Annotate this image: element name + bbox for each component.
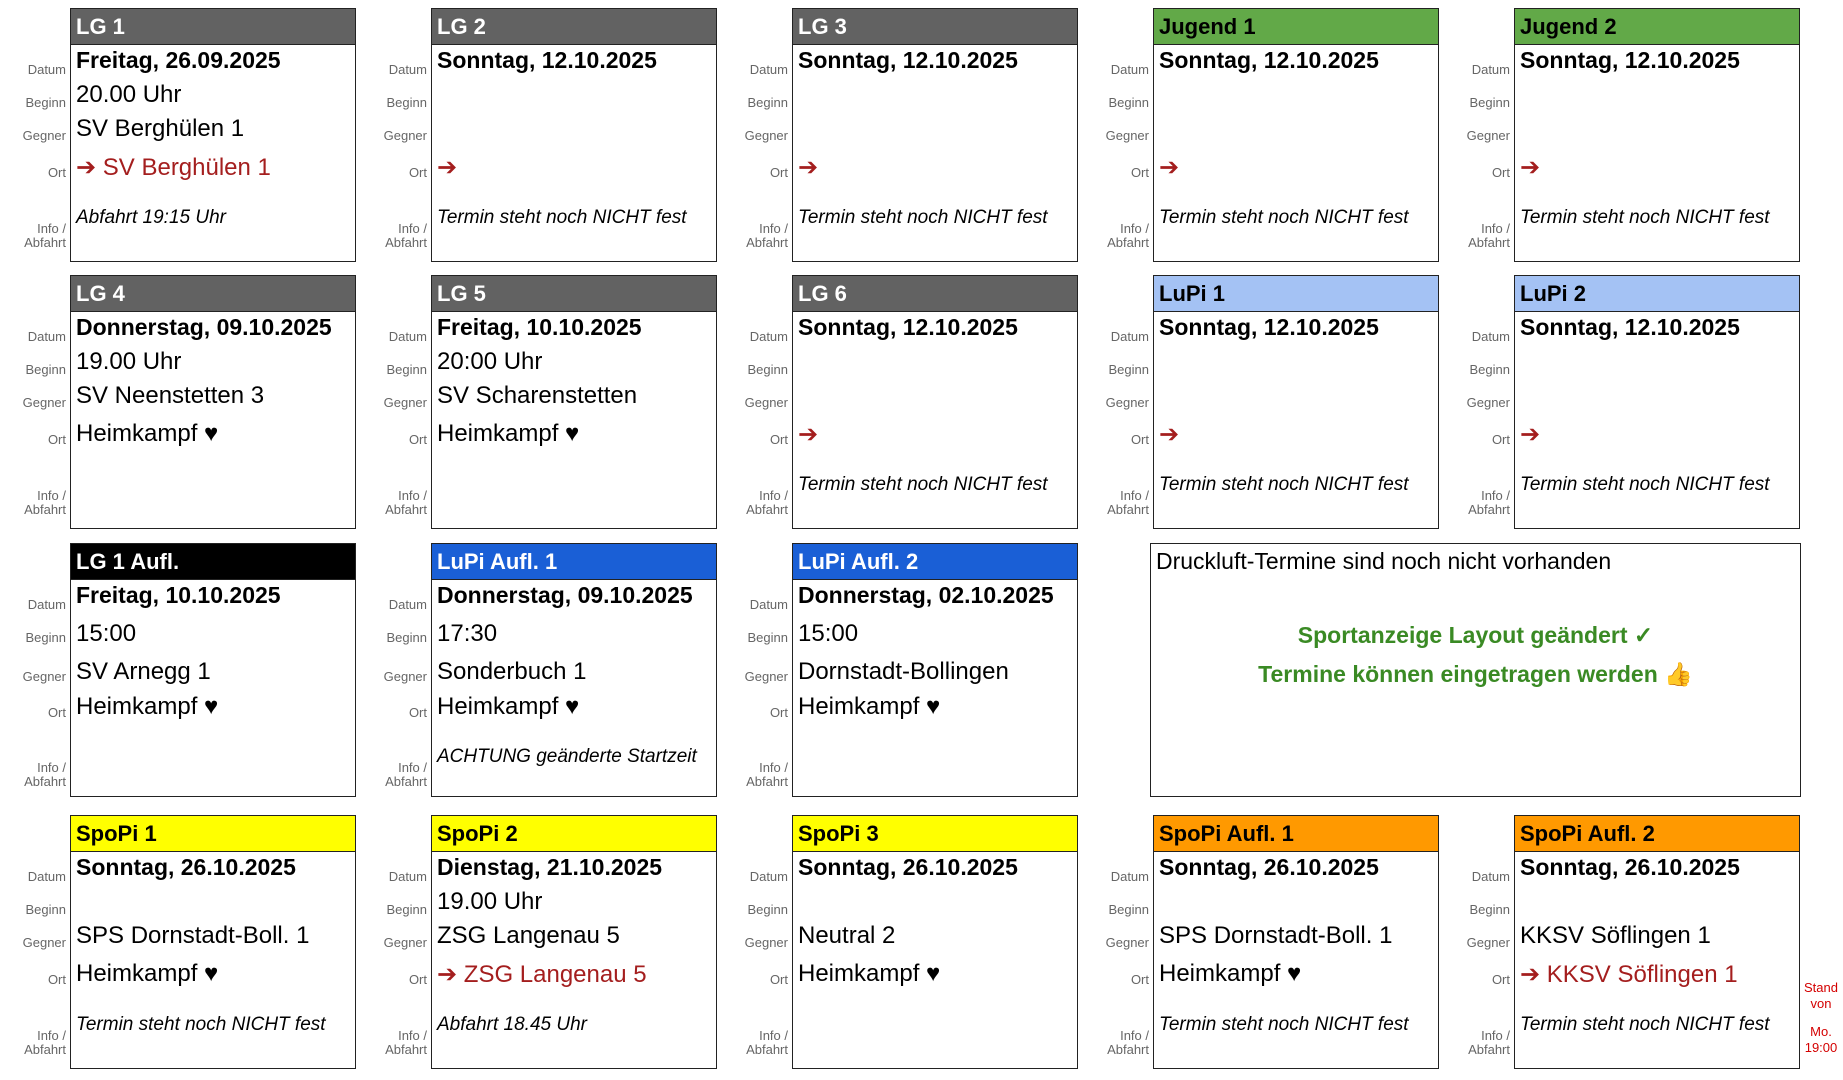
label-beginn: Beginn (747, 630, 788, 645)
announcement-box (1150, 543, 1801, 797)
match-date: Sonntag, 12.10.2025 (798, 47, 1018, 73)
match-location: Heimkampf ♥ (798, 693, 941, 720)
label-info: Info / (37, 1028, 66, 1043)
label-datum: Datum (749, 869, 788, 884)
team-title: Jugend 2 (1515, 9, 1799, 45)
label-datum: Datum (1110, 62, 1149, 77)
card-box (70, 815, 356, 1069)
label-gegner: Gegner (744, 128, 788, 143)
label-abfahrt: Abfahrt (746, 774, 788, 789)
label-datum: Datum (388, 329, 427, 344)
label-ort: Ort (769, 165, 788, 180)
label-gegner: Gegner (1466, 128, 1510, 143)
match-opponent: ZSG Langenau 5 (437, 922, 620, 949)
label-gegner: Gegner (383, 395, 427, 410)
label-gegner: Gegner (744, 935, 788, 950)
label-abfahrt: Abfahrt (1468, 1042, 1510, 1057)
field-labels (361, 8, 431, 262)
match-location: ➔ (1159, 421, 1180, 448)
team-card (0, 8, 340, 262)
match-opponent: SPS Dornstadt-Boll. 1 (1159, 922, 1393, 949)
match-info: Termin steht noch NICHT fest (798, 207, 1048, 228)
label-abfahrt: Abfahrt (24, 774, 66, 789)
label-ort: Ort (47, 972, 66, 987)
label-gegner: Gegner (22, 128, 66, 143)
match-opponent: SV Berghülen 1 (76, 115, 245, 142)
team-title: SpoPi 1 (71, 816, 355, 852)
match-info: Termin steht noch NICHT fest (798, 474, 1048, 495)
label-datum: Datum (27, 62, 66, 77)
label-gegner: Gegner (22, 935, 66, 950)
stand-line-1: Stand (1804, 980, 1838, 995)
match-location: ➔ KKSV Söflingen 1 (1520, 961, 1738, 988)
match-info: Termin steht noch NICHT fest (76, 1014, 326, 1035)
team-title: SpoPi 2 (432, 816, 716, 852)
match-date: Sonntag, 12.10.2025 (437, 47, 657, 73)
card-box (1514, 275, 1800, 529)
team-card (722, 8, 1062, 262)
match-info: Termin steht noch NICHT fest (1520, 207, 1770, 228)
match-date: Freitag, 26.09.2025 (76, 47, 281, 73)
match-date: Sonntag, 26.10.2025 (798, 854, 1018, 880)
match-location: Heimkampf ♥ (76, 420, 219, 447)
match-location: ➔ (1520, 154, 1541, 181)
stand-line-3: Mo. (1810, 1024, 1832, 1039)
label-info: Info / (1120, 488, 1149, 503)
match-date: Sonntag, 12.10.2025 (1520, 314, 1740, 340)
field-labels (1444, 815, 1514, 1069)
field-labels (1083, 8, 1153, 262)
field-labels (361, 275, 431, 529)
card-box (1514, 8, 1800, 262)
card-box (1514, 815, 1800, 1069)
team-card (1444, 275, 1784, 529)
label-datum: Datum (1471, 329, 1510, 344)
field-labels (361, 815, 431, 1069)
label-info: Info / (1481, 488, 1510, 503)
label-beginn: Beginn (25, 902, 66, 917)
match-date: Sonntag, 12.10.2025 (1520, 47, 1740, 73)
match-location: Heimkampf ♥ (798, 960, 941, 987)
match-opponent: Neutral 2 (798, 922, 896, 949)
match-location: Heimkampf ♥ (437, 693, 580, 720)
label-datum: Datum (749, 597, 788, 612)
label-info: Info / (759, 488, 788, 503)
label-beginn: Beginn (386, 630, 427, 645)
team-title: LuPi 1 (1154, 276, 1438, 312)
field-labels (722, 815, 792, 1069)
label-beginn: Beginn (386, 95, 427, 110)
field-labels (1444, 275, 1514, 529)
label-info: Info / (759, 760, 788, 775)
label-gegner: Gegner (1466, 395, 1510, 410)
match-date: Sonntag, 12.10.2025 (798, 314, 1018, 340)
label-info: Info / (37, 488, 66, 503)
team-card (1083, 275, 1423, 529)
match-date: Donnerstag, 09.10.2025 (76, 314, 332, 340)
label-abfahrt: Abfahrt (1107, 235, 1149, 250)
label-ort: Ort (1130, 165, 1149, 180)
label-beginn: Beginn (386, 902, 427, 917)
match-begin: 19.00 Uhr (437, 888, 543, 915)
card-box (431, 815, 717, 1069)
label-ort: Ort (769, 972, 788, 987)
label-info: Info / (37, 221, 66, 236)
label-abfahrt: Abfahrt (24, 1042, 66, 1057)
label-datum: Datum (388, 869, 427, 884)
label-abfahrt: Abfahrt (1107, 502, 1149, 517)
label-ort: Ort (408, 705, 427, 720)
label-gegner: Gegner (1466, 935, 1510, 950)
card-box (70, 275, 356, 529)
label-beginn: Beginn (1469, 95, 1510, 110)
label-abfahrt: Abfahrt (385, 1042, 427, 1057)
team-card (0, 815, 340, 1069)
team-title: SpoPi Aufl. 2 (1515, 816, 1799, 852)
label-beginn: Beginn (25, 95, 66, 110)
team-title: LG 5 (432, 276, 716, 312)
match-begin: 17:30 (437, 620, 498, 647)
field-labels (1083, 815, 1153, 1069)
match-date: Sonntag, 12.10.2025 (1159, 47, 1379, 73)
label-ort: Ort (408, 972, 427, 987)
match-begin: 15:00 (798, 620, 859, 647)
match-location: Heimkampf ♥ (76, 960, 219, 987)
announcement-line-1: Sportanzeige Layout geändert ✓ (1297, 622, 1654, 648)
card-box (1153, 275, 1439, 529)
team-card (722, 275, 1062, 529)
field-labels (1083, 275, 1153, 529)
team-card (361, 275, 701, 529)
label-ort: Ort (47, 432, 66, 447)
label-abfahrt: Abfahrt (746, 235, 788, 250)
label-datum: Datum (388, 597, 427, 612)
stand-line-4: 19:00 (1804, 1040, 1838, 1055)
label-beginn: Beginn (747, 95, 788, 110)
label-info: Info / (759, 221, 788, 236)
stand-line-2: von (1810, 996, 1832, 1011)
match-info: Termin steht noch NICHT fest (1159, 207, 1409, 228)
field-labels (722, 543, 792, 797)
card-box (70, 543, 356, 797)
match-info: Termin steht noch NICHT fest (1520, 474, 1770, 495)
match-location: Heimkampf ♥ (1159, 960, 1302, 987)
label-datum: Datum (27, 597, 66, 612)
team-card (1444, 815, 1784, 1069)
label-gegner: Gegner (744, 395, 788, 410)
match-info: ACHTUNG geänderte Startzeit (437, 746, 697, 767)
match-date: Donnerstag, 09.10.2025 (437, 582, 693, 608)
team-card (1444, 8, 1784, 262)
label-beginn: Beginn (25, 362, 66, 377)
label-beginn: Beginn (1108, 902, 1149, 917)
label-ort: Ort (47, 705, 66, 720)
match-info: Termin steht noch NICHT fest (437, 207, 687, 228)
team-title: LG 1 (71, 9, 355, 45)
label-gegner: Gegner (744, 669, 788, 684)
label-abfahrt: Abfahrt (385, 774, 427, 789)
match-opponent: SV Neenstetten 3 (76, 382, 265, 409)
label-abfahrt: Abfahrt (746, 502, 788, 517)
card-box (792, 8, 1078, 262)
card-box (792, 543, 1078, 797)
match-date: Donnerstag, 02.10.2025 (798, 582, 1054, 608)
label-ort: Ort (408, 432, 427, 447)
field-labels (361, 543, 431, 797)
match-opponent: KKSV Söflingen 1 (1520, 922, 1711, 949)
label-ort: Ort (408, 165, 427, 180)
label-datum: Datum (749, 329, 788, 344)
label-info: Info / (37, 760, 66, 775)
card-box (431, 8, 717, 262)
label-datum: Datum (388, 62, 427, 77)
label-datum: Datum (1471, 62, 1510, 77)
match-info: Termin steht noch NICHT fest (1159, 1014, 1409, 1035)
label-datum: Datum (27, 869, 66, 884)
match-location: ➔ (437, 154, 458, 181)
team-title: LG 3 (793, 9, 1077, 45)
field-labels (0, 543, 70, 797)
card-box (1153, 8, 1439, 262)
team-card (361, 543, 701, 797)
label-info: Info / (398, 1028, 427, 1043)
card-box (431, 275, 717, 529)
match-date: Dienstag, 21.10.2025 (437, 854, 663, 880)
match-location: Heimkampf ♥ (437, 420, 580, 447)
team-card (1083, 8, 1423, 262)
match-location: ➔ (798, 154, 819, 181)
team-card (361, 815, 701, 1069)
label-info: Info / (759, 1028, 788, 1043)
team-card (1083, 815, 1423, 1069)
label-info: Info / (398, 488, 427, 503)
match-begin: 19.00 Uhr (76, 348, 182, 375)
match-date: Freitag, 10.10.2025 (437, 314, 642, 340)
match-date: Sonntag, 12.10.2025 (1159, 314, 1379, 340)
label-gegner: Gegner (1105, 395, 1149, 410)
match-opponent: SV Scharenstetten (437, 382, 638, 409)
label-abfahrt: Abfahrt (746, 1042, 788, 1057)
label-gegner: Gegner (383, 128, 427, 143)
team-title: Jugend 1 (1154, 9, 1438, 45)
last-updated (1800, 980, 1842, 1056)
team-card (0, 275, 340, 529)
match-opponent: SPS Dornstadt-Boll. 1 (76, 922, 310, 949)
label-abfahrt: Abfahrt (1468, 502, 1510, 517)
label-abfahrt: Abfahrt (385, 235, 427, 250)
label-beginn: Beginn (747, 902, 788, 917)
label-ort: Ort (1491, 432, 1510, 447)
match-info: Termin steht noch NICHT fest (1159, 474, 1409, 495)
card-box (431, 543, 717, 797)
label-info: Info / (1120, 221, 1149, 236)
label-datum: Datum (1110, 329, 1149, 344)
team-title: LG 4 (71, 276, 355, 312)
label-gegner: Gegner (22, 669, 66, 684)
match-info: Abfahrt 19:15 Uhr (76, 207, 226, 228)
label-abfahrt: Abfahrt (1468, 235, 1510, 250)
label-ort: Ort (1491, 165, 1510, 180)
team-title: SpoPi 3 (793, 816, 1077, 852)
match-location: ➔ ZSG Langenau 5 (437, 961, 647, 988)
match-date: Freitag, 10.10.2025 (76, 582, 281, 608)
label-info: Info / (398, 760, 427, 775)
label-abfahrt: Abfahrt (1107, 1042, 1149, 1057)
card-box (792, 275, 1078, 529)
label-abfahrt: Abfahrt (24, 502, 66, 517)
announcement-line-2: Termine können eingetragen werden 👍 (1258, 661, 1693, 687)
card-box (1153, 815, 1439, 1069)
match-date: Sonntag, 26.10.2025 (1159, 854, 1379, 880)
label-info: Info / (1481, 1028, 1510, 1043)
label-datum: Datum (27, 329, 66, 344)
match-begin: 20:00 Uhr (437, 348, 543, 375)
label-beginn: Beginn (1469, 362, 1510, 377)
label-ort: Ort (769, 705, 788, 720)
card-box (792, 815, 1078, 1069)
match-location: ➔ (1520, 421, 1541, 448)
label-gegner: Gegner (1105, 935, 1149, 950)
label-datum: Datum (1110, 869, 1149, 884)
field-labels (0, 8, 70, 262)
match-begin: 20.00 Uhr (76, 81, 182, 108)
match-info: Termin steht noch NICHT fest (1520, 1014, 1770, 1035)
label-beginn: Beginn (1108, 95, 1149, 110)
field-labels (722, 275, 792, 529)
match-location: ➔ SV Berghülen 1 (76, 154, 271, 181)
label-info: Info / (1481, 221, 1510, 236)
match-opponent: Sonderbuch 1 (437, 658, 587, 685)
label-ort: Ort (769, 432, 788, 447)
team-title: LG 1 Aufl. (71, 544, 355, 580)
match-opponent: Dornstadt-Bollingen (798, 658, 1009, 685)
match-opponent: SV Arnegg 1 (76, 658, 211, 685)
match-begin: 15:00 (76, 620, 137, 647)
match-location: Heimkampf ♥ (76, 693, 219, 720)
label-info: Info / (398, 221, 427, 236)
match-info: Abfahrt 18.45 Uhr (437, 1014, 587, 1035)
field-labels (1444, 8, 1514, 262)
team-title: LG 2 (432, 9, 716, 45)
label-beginn: Beginn (1469, 902, 1510, 917)
match-location: ➔ (798, 421, 819, 448)
team-title: LG 6 (793, 276, 1077, 312)
match-date: Sonntag, 26.10.2025 (1520, 854, 1740, 880)
label-abfahrt: Abfahrt (385, 502, 427, 517)
label-datum: Datum (1471, 869, 1510, 884)
field-labels (722, 8, 792, 262)
announcement-title: Druckluft-Termine sind noch nicht vorhanden (1156, 548, 1612, 574)
team-title: LuPi 2 (1515, 276, 1799, 312)
label-ort: Ort (1130, 972, 1149, 987)
match-date: Sonntag, 26.10.2025 (76, 854, 296, 880)
label-gegner: Gegner (383, 935, 427, 950)
team-card (722, 543, 1062, 797)
field-labels (0, 815, 70, 1069)
label-gegner: Gegner (383, 669, 427, 684)
team-title: LuPi Aufl. 2 (793, 544, 1077, 580)
team-card (722, 815, 1062, 1069)
label-ort: Ort (47, 165, 66, 180)
label-ort: Ort (1130, 432, 1149, 447)
field-labels (0, 275, 70, 529)
card-box (70, 8, 356, 262)
label-gegner: Gegner (1105, 128, 1149, 143)
label-ort: Ort (1491, 972, 1510, 987)
label-beginn: Beginn (25, 630, 66, 645)
label-info: Info / (1120, 1028, 1149, 1043)
team-card (361, 8, 701, 262)
match-location: ➔ (1159, 154, 1180, 181)
label-beginn: Beginn (386, 362, 427, 377)
label-beginn: Beginn (1108, 362, 1149, 377)
team-title: SpoPi Aufl. 1 (1154, 816, 1438, 852)
team-card (0, 543, 340, 797)
team-title: LuPi Aufl. 1 (432, 544, 716, 580)
label-gegner: Gegner (22, 395, 66, 410)
label-datum: Datum (749, 62, 788, 77)
label-abfahrt: Abfahrt (24, 235, 66, 250)
label-beginn: Beginn (747, 362, 788, 377)
